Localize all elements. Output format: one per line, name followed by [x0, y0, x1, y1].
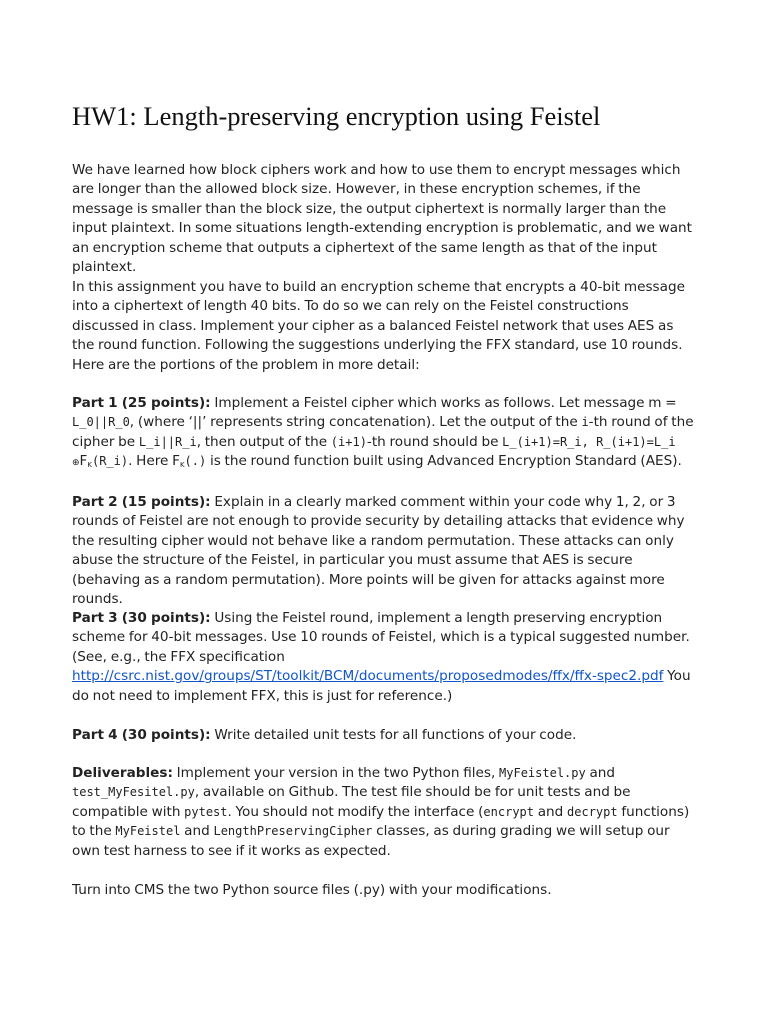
part4-text: Write detailed unit tests for all functions of your code.	[210, 727, 577, 743]
deliverables-text: , available on Github. The test file should be for unit tests and be compatible with	[72, 784, 631, 820]
closing-paragraph: Turn into CMS the two Python source files (.py) with your modifications.	[72, 882, 552, 898]
code-message: L_0||R_0	[72, 415, 130, 430]
code-round-formula: L_(i+1)=R_i, R_(i+1)=L_i	[502, 434, 676, 449]
part2-paragraph	[72, 493, 696, 609]
code-encrypt: encrypt	[483, 804, 534, 819]
code-r-i: (R_i)	[91, 454, 129, 469]
part1-text: , then output of the	[196, 433, 331, 450]
part3-heading: Part 3 (30 points):	[72, 610, 211, 626]
code-file-test: test_MyFesitel.py	[72, 785, 195, 800]
deliverables-text: functions) to the	[72, 803, 690, 840]
code-decrypt: decrypt	[567, 804, 618, 819]
part4-heading: Part 4 (30 points):	[72, 727, 211, 743]
part1-paragraph	[72, 394, 696, 476]
part3-text: Using the Feistel round, implement a length preserving encryption scheme for 40-bit messages. Use 10 rounds of Feistel, which is a typical suggested number. (See, e.g., the FFX specification	[72, 610, 690, 665]
part4-paragraph	[72, 726, 696, 745]
round-function-f: F	[79, 453, 88, 470]
intro-paragraph-1: We have learned how block ciphers work and how to use them to encrypt messages which are longer than the allowed block size. However, in these encryption schemes, if the message is smaller than the block size, the output ciphertext is normally larger than the input plaintext. In some situations length-extending encryption is problematic, and we want an encryption scheme that outputs a ciphertext of the same length as that of the input plaintext.	[72, 162, 692, 276]
part2-heading: Part 2 (15 points):	[72, 494, 211, 510]
part2-text: Explain in a clearly marked comment within your code why 1, 2, or 3 rounds of Feistel are not enough to provide security by detailing attacks that evidence why the resulting cipher would not behave like a random permutation. These attacks can only abuse the structure of the Feistel, in particular you must assume that AES is secure (behaving as a random permutation). More points will be given for attacks against more rounds.	[72, 494, 685, 608]
part3-paragraph	[72, 609, 696, 706]
deliverables-text: and	[534, 803, 568, 820]
ffx-spec-link[interactable]: http://csrc.nist.gov/groups/ST/toolkit/BCM/documents/proposedmodes/ffx/ffx-spec2.pdf	[72, 668, 664, 685]
code-dot: (.)	[184, 454, 207, 469]
deliverables-text: and	[180, 823, 214, 840]
part1-text: -th round of the cipher be	[72, 414, 694, 450]
intro-paragraph-2: In this assignment you have to build an encryption scheme that encrypts a 40-bit message into a ciphertext of length 40 bits. To do so we can rely on the Feistel constructions discussed in class. Implement your cipher as a balanced Feistel network that uses AES as the round function. Following the suggestions underlying the FFX standard, use 10 rounds. Here are the portions of the problem in more detail:	[72, 279, 685, 373]
code-class-lpc: LengthPreservingCipher	[213, 824, 373, 839]
part1-text: , (where ‘||’ represents string concatenation). Let the output of the	[129, 414, 582, 431]
code-i-plus-1: (i+1)	[330, 434, 367, 449]
part1-text: is the round function built using Advanced Encryption Standard (AES).	[206, 453, 682, 470]
deliverables-text: Implement your version in the two Python files,	[172, 765, 500, 781]
code-pytest: pytest	[184, 804, 228, 819]
round-function-subscript: K	[179, 461, 185, 470]
part1-text: Implement a Feistel cipher which works as follows. Let message m =	[210, 395, 677, 411]
xor-symbol: ⊕	[72, 458, 80, 469]
part1-text: -th round should be	[366, 433, 503, 450]
code-i: i	[581, 415, 589, 430]
part1-text: . Here	[128, 453, 173, 470]
deliverables-text: . You should not modify the interface (	[227, 803, 484, 820]
code-round-output: L_i||R_i	[138, 434, 197, 449]
deliverables-text: and	[585, 765, 616, 781]
deliverables-heading: Deliverables:	[72, 765, 173, 781]
round-function-subscript: K	[87, 461, 92, 470]
part3-text: You do not need to implement FFX, this is just for reference.)	[72, 668, 691, 704]
code-class-myfeistel: MyFeistel	[115, 824, 181, 839]
code-file-myfeistel: MyFeistel.py	[499, 766, 586, 780]
document-title: HW1: Length-preserving encryption using Feistel	[72, 101, 601, 131]
round-function-f: F	[172, 453, 180, 470]
deliverables-text: classes, as during grading we will setup our own test harness to see if it works as expected.	[72, 823, 670, 859]
part1-heading: Part 1 (25 points):	[72, 395, 211, 411]
deliverables-paragraph	[72, 764, 696, 861]
